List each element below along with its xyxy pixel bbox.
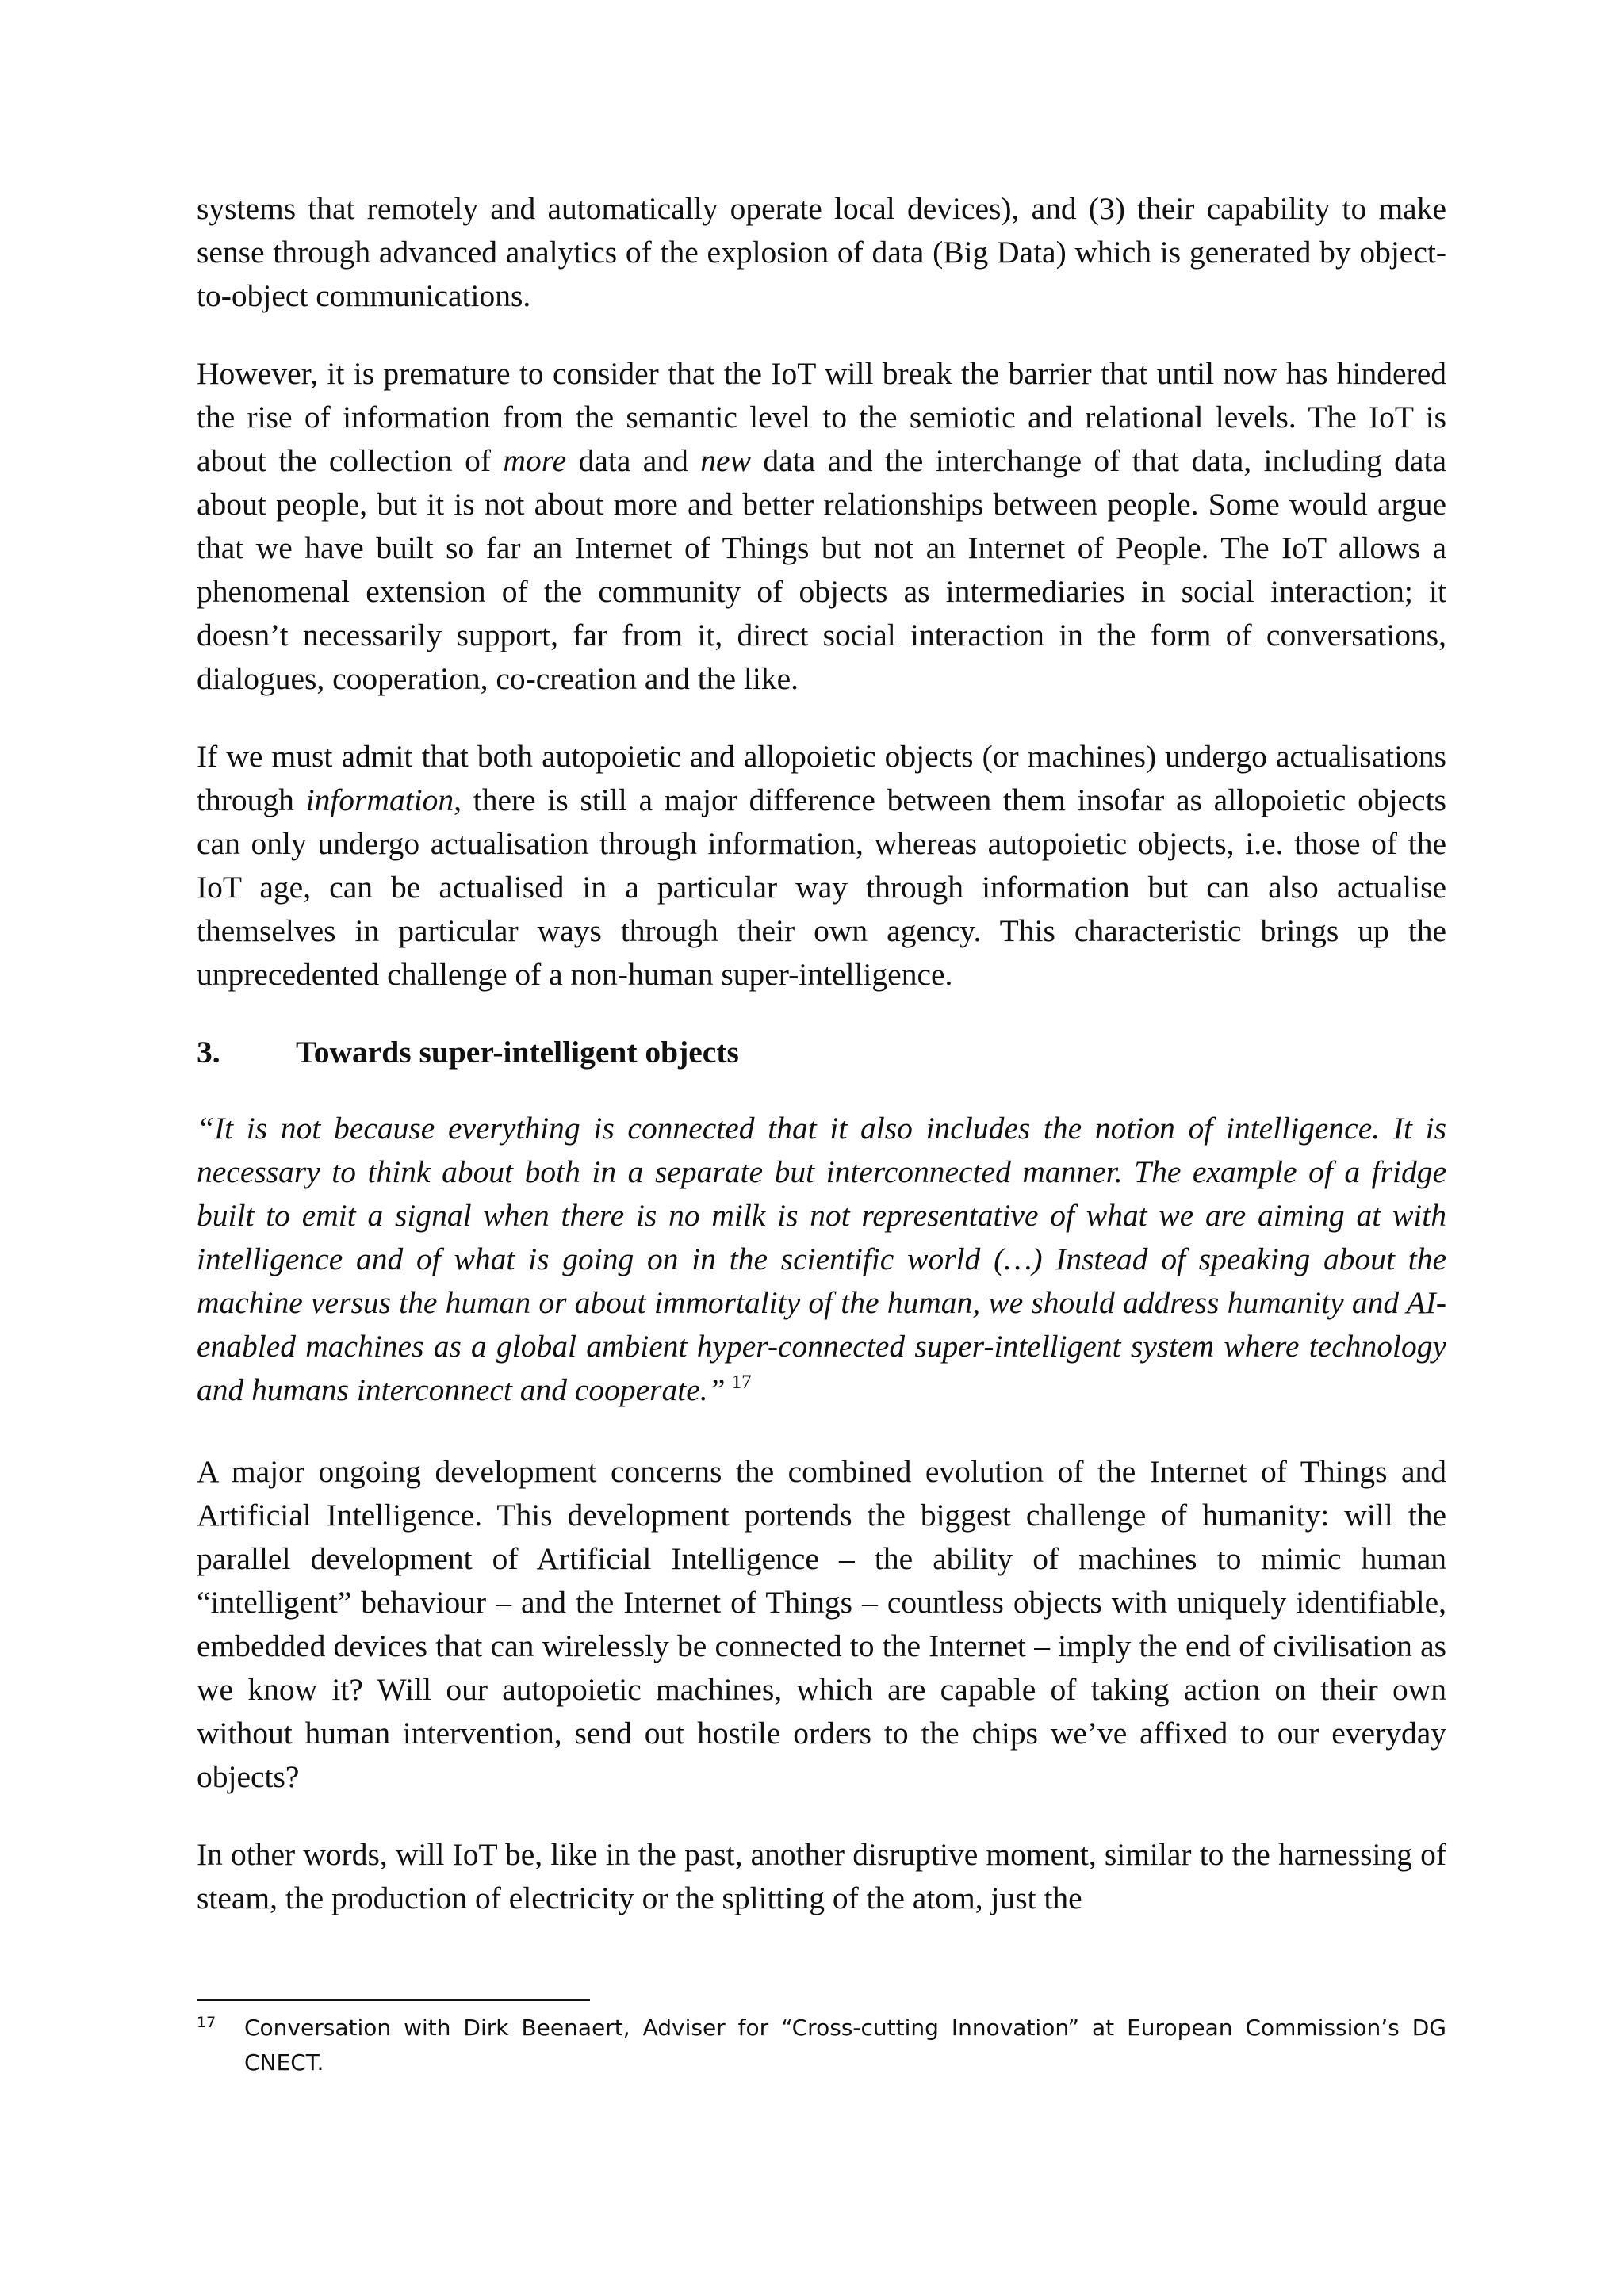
paragraph-2-text-b: data and [566, 443, 701, 478]
paragraph-6: In other words, will IoT be, like in the past, another disruptive moment, similar to the harnessing of steam, the production of electricity or the splitting of the atom, just the [197, 1837, 1446, 1915]
paragraph-3-text-b: , there is still a major difference between them insofar as allopoietic objects can only undergo actualisation through information, whereas autopoietic objects, i.e. those of the IoT age, can be actualised in a particular way through information but can also actualise themselves in particular ways through their own agency. This characteristic brings up the unprecedented challenge of a non-human super-intelligence. [197, 783, 1446, 992]
footnote-number: 17 [197, 2014, 216, 2031]
document-body [197, 187, 1446, 1954]
paragraph-1: systems that remotely and automatically operate local devices), and (3) their capability to make sense through advanced analytics of the explosion of data (Big Data) which is generated by object-to-object communications. [197, 191, 1446, 313]
footnote-divider [197, 1999, 590, 2001]
quote-text: “It is not because everything is connected that it also includes the notion of intelligence. It is necessary to think about both in a separate but interconnected manner. The example of a fridge built to emit a signal when there is no milk is not representative of what we are aiming at with intelligence and of what is going on in the scientific world (…) Instead of speaking about the machine versus the human or about immortality of the human, we should address humanity and AI-enabled machines as a global ambient hyper-connected super-intelligent system where technology and humans interconnect and cooperate.” [197, 1111, 1446, 1407]
section-title: Towards super-intelligent objects [296, 1035, 739, 1070]
paragraph-2-text-a: However, it is premature to consider that the IoT will break the barrier that until now has hindered the rise of information from the semantic level to the semiotic and relational levels. The IoT is about the collection of [197, 356, 1446, 478]
emphasis-new: new [700, 443, 751, 478]
footnote [197, 2011, 1446, 2080]
footnote-reference[interactable]: 17 [731, 1372, 752, 1393]
paragraph-2 [197, 352, 1446, 701]
paragraph-2-text-c: data and the interchange of that data, including data about people, but it is not about more and better relationships between people. Some would argue that we have built so far an Internet of Things but not an Internet of People. The IoT allows a phenomenal extension of the community of objects as intermediaries in social interaction; it doesn’t necessarily support, far from it, direct social interaction in the form of conversations, dialogues, cooperation, co-creation and the like. [197, 443, 1446, 696]
paragraph-5: A major ongoing development concerns the combined evolution of the Internet of Things and Artificial Intelligence. This development portends the biggest challenge of humanity: will the parallel development of Artificial Intelligence – the ability of machines to mimic human “intelligent” behaviour – and the Internet of Things – countless objects with uniquely identifiable, embedded devices that can wirelessly be connected to the Internet – imply the end of civilisation as we know it? Will our autopoietic machines, which are capable of taking action on their own without human intervention, send out hostile orders to the chips we’ve affixed to our everyday objects? [197, 1454, 1446, 1794]
paragraph-3-text-a: If we must admit that both autopoietic and allopoietic objects (or machines) undergo actualisations through [197, 739, 1446, 817]
paragraph-3 [197, 735, 1446, 997]
block-quote [197, 1107, 1446, 1416]
section-heading [197, 1031, 1446, 1074]
emphasis-more: more [503, 443, 567, 478]
footnote-text: Conversation with Dirk Beenaert, Adviser for “Cross-cutting Innovation” at European Commission’s DG CNECT. [244, 2015, 1446, 2076]
section-number: 3. [197, 1035, 220, 1070]
emphasis-information: information [305, 783, 454, 817]
